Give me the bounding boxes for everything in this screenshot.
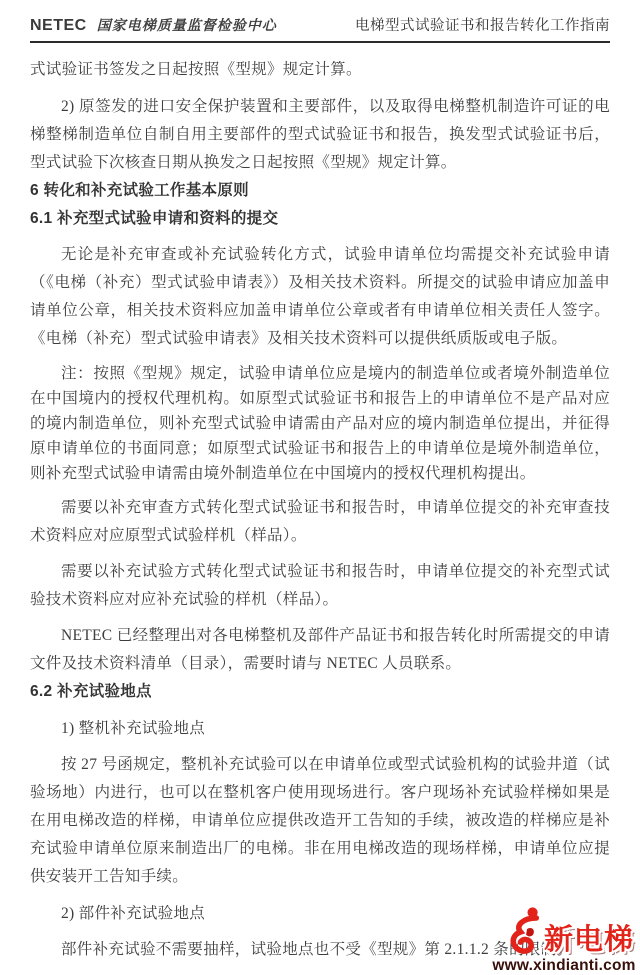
- section-heading-6-1: 6.1 补充型式试验申请和资料的提交: [30, 210, 279, 227]
- list-item-2-renewal: 2) 原签发的进口安全保护装置和主要部件，以及取得电梯整机制造许可证的电梯整梯制造单位自制自用主要部件的型式试验证书和报告，换发型式试验证书后，型式试验下次核查日期从换发之日起按照《型规》规定计算。: [30, 98, 610, 171]
- section-heading-6: 6 转化和补充试验工作基本原则: [30, 182, 249, 199]
- paragraph-test: 需要以补充试验方式转化型式试验证书和报告时，申请单位提交的补充型式试验技术资料应对应补充试验的样机（样品）。: [30, 563, 610, 608]
- paragraph-continuation: 式试验证书签发之日起按照《型规》规定计算。: [30, 61, 362, 78]
- org-name-cn: 国家电梯质量监督检验中心: [96, 19, 277, 34]
- watermark-brand-text: 新电梯: [543, 923, 634, 956]
- paragraph-apply: 无论是补充审查或补充试验转化方式，试验申请单位均需提交补充试验申请（《电梯（补充）型式试验申请表》）及相关技术资料。所提交的试验申请应加盖申请单位公章，相关技术资料应加盖申请单位公章或者有申请单位相关责任人签字。《电梯（补充）型式试验申请表》及相关技术资料可以提供纸质版或电子版。: [30, 246, 610, 347]
- netec-logo-text: NETEC: [30, 17, 87, 34]
- paragraph-netec-list: NETEC 已经整理出对各电梯整机及部件产品证书和报告转化时所需提交的申请文件及技术资料清单（目录），需要时请与 NETEC 人员联系。: [30, 627, 610, 672]
- page-header: [30, 14, 610, 43]
- paragraph-whole-location: 按 27 号函规定，整机补充试验可以在申请单位或型式试验机构的试验井道（试验场地）内进行，也可以在整机客户使用现场进行。客户现场补充试验样梯如果是在用电梯改造的样梯，申请单位应提供改造开工告知的手续，被改造的样梯应是补充试验申请单位原来制造出厂的电梯。非在用电梯改造的现场样梯，申请单位应提供安装开工告知手续。: [30, 756, 610, 885]
- list-item-1-whole: 1) 整机补充试验地点: [61, 720, 206, 737]
- paragraph-note: 注：按照《型规》规定，试验申请单位应是境内的制造单位或者境外制造单位在中国境内的授权代理机构。如原型式试验证书和报告上的申请单位不是产品对应的境内制造单位，则补充型式试验申请需由产品对应的境内制造单位提出，并征得原申请单位的书面同意；如原型式试验证书和报告上的申请单位是境外制造单位，则补充型式试验申请需由境外制造单位在中国境内的授权代理机构提出。: [30, 365, 610, 482]
- paragraph-review: 需要以补充审查方式转化型式试验证书和报告时，申请单位提交的补充审查技术资料应对应原型式试验样机（样品）。: [30, 499, 610, 544]
- document-body: [30, 52, 610, 964]
- paragraph-parts-location: 部件补充试验不需要抽样，试验地点也不受《型规》第 2.1.1.2 条的限制。: [61, 941, 573, 958]
- document-title: 电梯型式试验证书和报告转化工作指南: [355, 18, 610, 34]
- section-heading-6-2: 6.2 补充试验地点: [30, 683, 152, 700]
- list-item-2-parts: 2) 部件补充试验地点: [61, 905, 206, 922]
- header-org-block: [30, 15, 277, 35]
- watermark-url-text: www.xindianti.com: [492, 956, 636, 974]
